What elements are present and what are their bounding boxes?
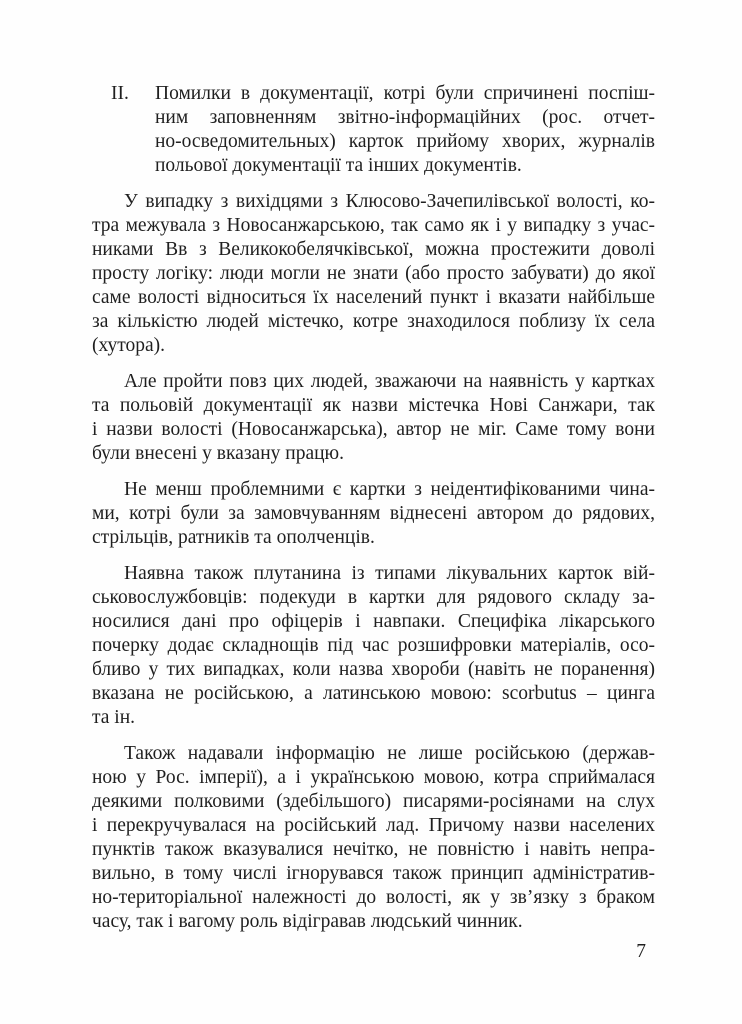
text-line: саме волості відноситься їх населений пункт і вказати найбільше	[92, 287, 655, 308]
text-line: но-територіальної належності до волості, як у зв’язку з браком	[92, 887, 655, 908]
text-line: і назви волості (Новосанжарська), автор не міг. Саме тому вони	[92, 419, 655, 440]
text-block	[92, 82, 655, 934]
text-line: польової документації та інших документів.	[155, 155, 522, 176]
text-line: та польовій документації як назви містечка Нові Санжари, так	[92, 395, 655, 416]
text-line: бливо у тих випадках, коли назва хвороби (навіть не поранення)	[92, 659, 655, 680]
text-line: та ін.	[92, 707, 136, 728]
text-line: часу, так і вагому роль відігравав людський чинник.	[92, 911, 523, 932]
text-line: никами Вв з Великокобелячківської, можна простежити доволі	[92, 239, 655, 260]
paragraph	[92, 478, 655, 550]
list-item-number: II.	[111, 83, 129, 104]
text-line: Але пройти повз цих людей, зважаючи на наявність у картках	[124, 371, 655, 392]
text-line: Наявна також плутанина із типами лікувальних карток вій-	[124, 563, 655, 584]
numbered-list-item	[92, 82, 655, 178]
text-line: вильно, в тому числі ігнорувався також принцип адміністратив-	[92, 863, 655, 884]
text-line: Не менш проблемними є картки з неідентифікованими чина-	[124, 479, 655, 500]
text-line: пунктів також вказувалися нечітко, не повністю і навіть непра-	[92, 839, 655, 860]
list-item-text	[155, 82, 655, 178]
paragraphs	[92, 190, 655, 934]
text-line: ною у Рос. імперії), а і українською мовою, котра сприймалася	[92, 767, 655, 788]
paragraph	[92, 562, 655, 730]
text-line: за кількістю людей містечко, котре знаходилося поблизу їх села	[92, 311, 655, 332]
text-line: просту логіку: люди могли не знати (або просто забувати) до якої	[92, 263, 655, 284]
text-line: почерку додає складнощів під час розшифровки матеріалів, осо-	[92, 635, 655, 656]
paragraph	[92, 370, 655, 466]
page-number: 7	[636, 941, 646, 962]
text-line: і перекручувалася на російський лад. Причому назви населених	[92, 815, 655, 836]
text-line: тра межувала з Новосанжарською, так само як і у випадку з учас-	[92, 215, 655, 236]
text-line: У випадку з вихідцями з Клюсово-Зачепилівської волості, ко-	[124, 191, 655, 212]
paragraph	[92, 742, 655, 934]
text-line: ськовослужбовців: подекуди в картки для рядового складу за-	[92, 587, 655, 608]
text-line: деякими полковими (здебільшого) писарями-росіянами на слух	[92, 791, 655, 812]
paragraph	[92, 190, 655, 358]
text-line: ми, котрі були за замовчуванням віднесені автором до рядових,	[92, 503, 655, 524]
text-line: носилися дані про офіцерів і навпаки. Специфіка лікарського	[92, 611, 655, 632]
text-line: Також надавали інформацію не лише російською (держав-	[124, 743, 655, 764]
text-line: Помилки в документації, котрі були спричинені поспіш-	[155, 83, 655, 104]
text-line: були внесені у вказану працю.	[92, 443, 344, 464]
text-line: стрільців, ратників та ополченців.	[92, 527, 375, 548]
text-line: но-осведомительных) карток прийому хворих, журналів	[155, 131, 655, 152]
text-line: вказана не російською, а латинською мовою: scorbutus – цинга	[92, 683, 655, 704]
text-line: ним заповненням звітно-інформаційних (рос. отчет-	[155, 107, 655, 128]
text-line: (хутора).	[92, 335, 166, 356]
